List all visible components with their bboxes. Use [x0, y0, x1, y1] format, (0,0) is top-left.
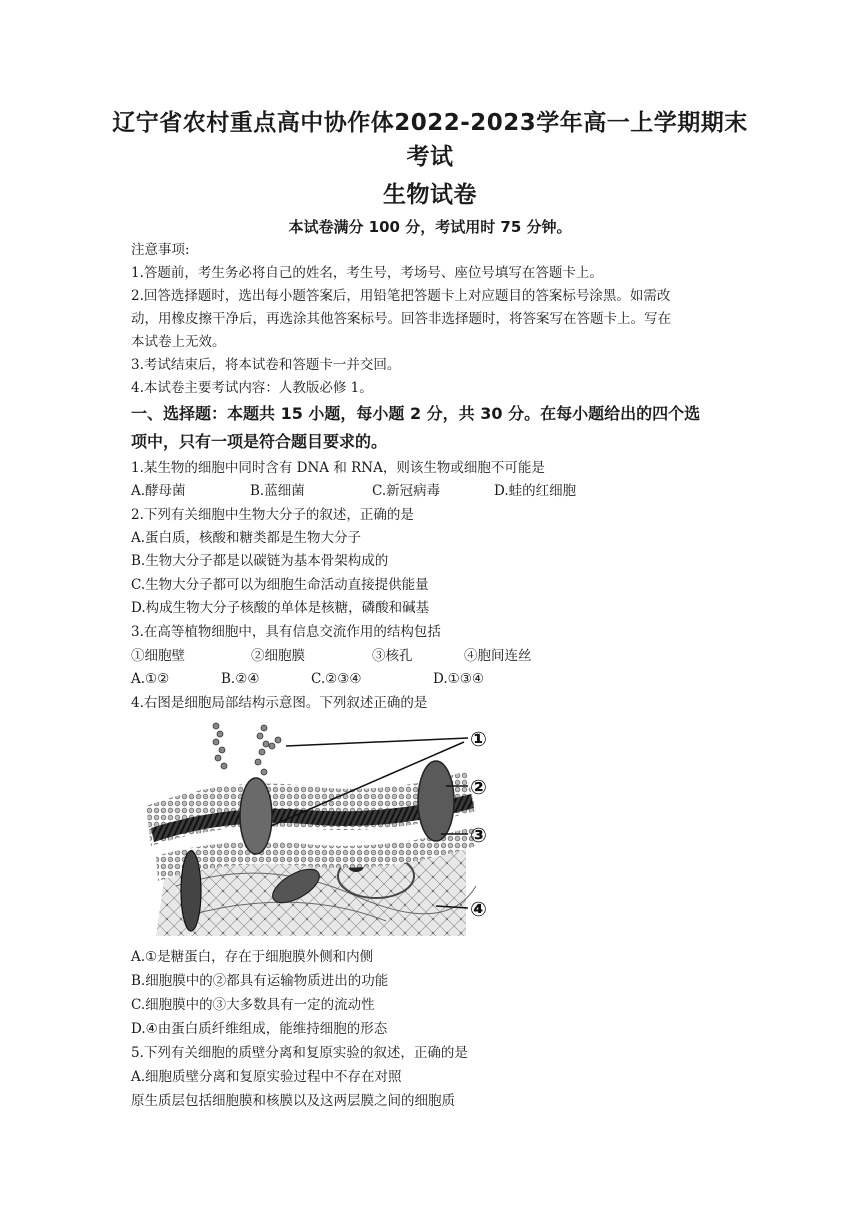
- label-1: ①: [470, 727, 487, 751]
- label-3: ③: [470, 823, 487, 847]
- glycoprotein-chains: [213, 723, 281, 775]
- q2-option-d: D.构成生物大分子核酸的单体是核糖，磷酸和碱基: [131, 600, 430, 616]
- note-2-line3: 本试卷上无效。: [131, 334, 226, 350]
- q1-option-a: A.酵母菌: [131, 483, 186, 499]
- q2-option-a: A.蛋白质，核酸和糖类都是生物大分子: [131, 530, 362, 546]
- q3-option-b: B.②④: [221, 671, 260, 687]
- section-heading-line1: 一、选择题：本题共 15 小题，每小题 2 分，共 30 分。在每小题给出的四个选: [131, 404, 701, 423]
- q4-option-c: C.细胞膜中的③大多数具有一定的流动性: [131, 997, 375, 1013]
- q1-stem: 1.某生物的细胞中同时含有 DNA 和 RNA，则该生物或细胞不可能是: [131, 460, 545, 476]
- note-1: 1.答题前，考生务必将自己的姓名，考生号，考场号、座位号填写在答题卡上。: [131, 265, 603, 281]
- q2-option-b: B.生物大分子都是以碳链为基本骨架构成的: [131, 553, 389, 569]
- notes-heading: 注意事项:: [131, 242, 190, 258]
- exam-title-line2: 考试: [406, 144, 454, 170]
- q4-option-a: A.①是糖蛋白，存在于细胞膜外侧和内侧: [131, 949, 374, 965]
- q3-option-a: A.①②: [131, 671, 170, 687]
- q4-option-b: B.细胞膜中的②都具有运输物质进出的功能: [131, 973, 389, 989]
- q2-option-c: C.生物大分子都可以为细胞生命活动直接提供能量: [131, 577, 429, 593]
- q2-stem: 2.下列有关细胞中生物大分子的叙述，正确的是: [131, 507, 414, 523]
- note-4: 4.本试卷主要考试内容：人教版必修 1。: [131, 380, 373, 396]
- exam-title-line1: 辽宁省农村重点高中协作体2022-2023学年高一上学期期末: [112, 110, 748, 136]
- q5-option-b: 原生质层包括细胞膜和核膜以及这两层膜之间的细胞质: [131, 1093, 455, 1109]
- q3-item-4: ④胞间连丝: [464, 648, 532, 664]
- q3-option-c: C.②③④: [311, 671, 362, 687]
- subject-title: 生物试卷: [383, 182, 477, 208]
- note-2-line1: 2.回答选择题时，选出每小题答案后，用铅笔把答题卡上对应题目的答案标号涂黑。如需改: [131, 288, 671, 304]
- q4-option-d: D.④由蛋白质纤维组成，能维持细胞的形态: [131, 1021, 388, 1037]
- q5-stem: 5.下列有关细胞的质壁分离和复原实验的叙述，正确的是: [131, 1045, 468, 1061]
- q3-item-2: ②细胞膜: [251, 648, 305, 664]
- q3-item-1: ①细胞壁: [131, 648, 185, 664]
- q1-option-c: C.新冠病毒: [372, 483, 441, 499]
- q4-stem: 4.右图是细胞局部结构示意图。下列叙述正确的是: [131, 695, 428, 711]
- q3-item-3: ③核孔: [372, 648, 413, 664]
- note-2-line2: 动，用橡皮擦干净后，再选涂其他答案标号。回答非选择题时，将答案写在答题卡上。写在: [131, 311, 671, 327]
- q1-option-d: D.蛙的红细胞: [494, 483, 577, 499]
- cell-membrane-diagram: [146, 716, 500, 936]
- label-2: ②: [470, 775, 487, 799]
- note-3: 3.考试结束后，将本试卷和答题卡一并交回。: [131, 357, 401, 373]
- exam-info: 本试卷满分 100 分，考试用时 75 分钟。: [288, 218, 572, 236]
- q3-stem: 3.在高等植物细胞中，具有信息交流作用的结构包括: [131, 624, 441, 640]
- q3-option-d: D.①③④: [433, 671, 484, 687]
- q1-option-b: B.蓝细菌: [250, 483, 305, 499]
- section-heading-line2: 项中，只有一项是符合题目要求的。: [131, 432, 388, 451]
- q5-option-a: A.细胞质壁分离和复原实验过程中不存在对照: [131, 1069, 402, 1085]
- label-4: ④: [470, 897, 487, 921]
